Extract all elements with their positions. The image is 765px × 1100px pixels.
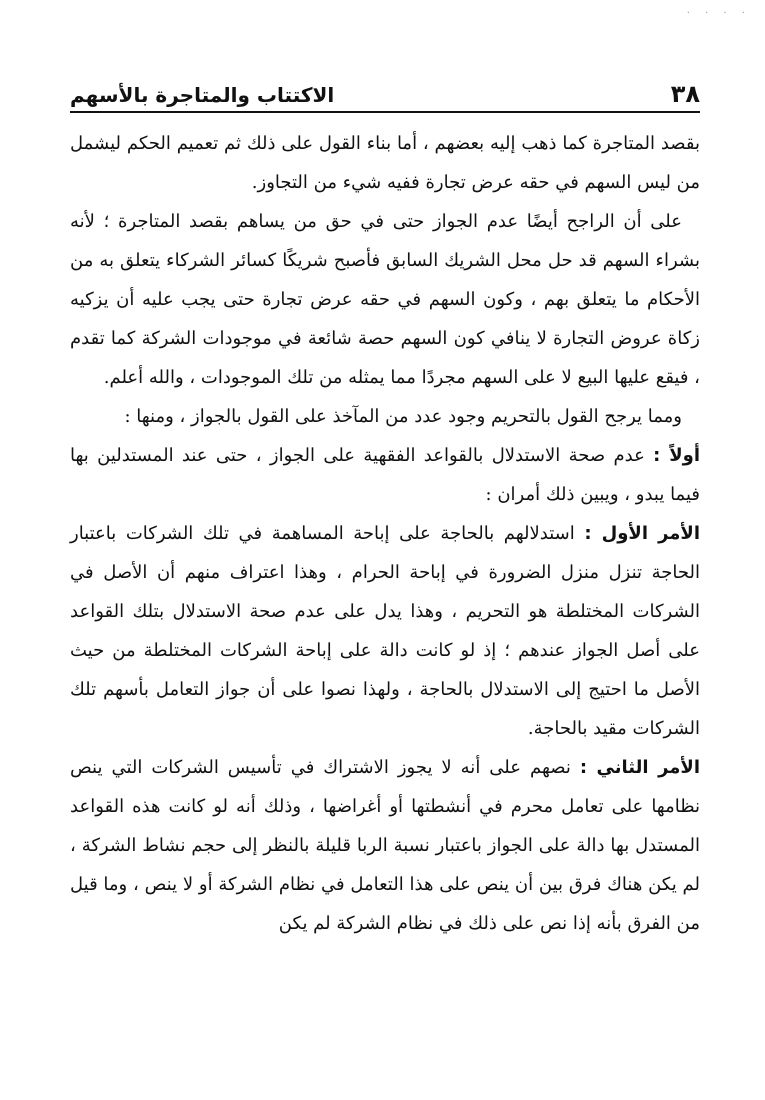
paragraph-text: عدم صحة الاستدلال بالقواعد الفقهية على الجواز ، حتى عند المستدلين بها فيما يبدو ، ويبين ذلك أمران : [70, 445, 700, 505]
body-text [70, 124, 700, 943]
paragraph [70, 514, 700, 748]
paragraph [70, 124, 700, 202]
paragraph-text: ومما يرجح القول بالتحريم وجود عدد من المآخذ على القول بالجواز ، ومنها : [124, 406, 682, 427]
scan-corner-marks: · · · · [686, 8, 751, 19]
running-title: الاكتتاب والمتاجرة بالأسهم [70, 83, 335, 107]
header-rule [70, 111, 700, 113]
paragraph-lead: الأمر الثاني : [579, 757, 700, 778]
paragraph [70, 397, 700, 436]
paragraph [70, 436, 700, 514]
paragraph-text: استدلالهم بالحاجة على إباحة المساهمة في تلك الشركات باعتبار الحاجة تنزل منزل الضرورة في إباحة الحرام ، وهذا اعتراف منهم أن الأصل في الشركات المختلطة هو التحريم ، وهذا يدل على عدم صحة الاستدلال بتلك القواعد على أصل الجواز عندهم ؛ إذ لو كانت دالة على إباحة الشركات المختلطة من حيث الأصل ما احتيج إلى الاستدلال بالحاجة ، ولهذا نصوا على أن جواز التعامل بأسهم تلك الشركات مقيد بالحاجة. [70, 523, 700, 739]
page-number: ٣٨ [670, 80, 700, 108]
paragraph [70, 202, 700, 397]
paragraph-text: بقصد المتاجرة كما ذهب إليه بعضهم ، أما بناء القول على ذلك ثم تعميم الحكم ليشمل من ليس السهم في حقه عرض تجارة ففيه شيء من التجاوز. [70, 133, 700, 193]
paragraph-text: نصهم على أنه لا يجوز الاشتراك في تأسيس الشركات التي ينص نظامها على تعامل محرم في أنشطتها أو أغراضها ، وذلك أنه لو كانت هذه القواعد المستدل بها دالة على الجواز باعتبار نسبة الربا قليلة بالنظر إلى حجم نشاط الشركة ، لم يكن هناك فرق بين أن ينص على هذا التعامل في نظام الشركة أو لا ينص ، وما قيل من الفرق بأنه إذا نص على ذلك في نظام الشركة لم يكن [70, 757, 700, 934]
paragraph-lead: أولاً : [653, 445, 700, 466]
paragraph-text: على أن الراجح أيضًا عدم الجواز حتى في حق من يساهم بقصد المتاجرة ؛ لأنه بشراء السهم قد حل محل الشريك السابق فأصبح شريكًا كسائر الشركاء يتعلق به من الأحكام ما يتعلق بهم ، وكون السهم في حقه عرض تجارة حتى يجب عليه أن يزكيه زكاة عروض التجارة لا ينافي كون السهم حصة شائعة في موجودات الشركة كما تقدم ، فيقع عليها البيع لا على السهم مجردًا مما يمثله من تلك الموجودات ، والله أعلم. [70, 211, 700, 388]
paragraph-lead: الأمر الأول : [584, 523, 701, 544]
paragraph [70, 748, 700, 943]
page-header [70, 80, 700, 114]
